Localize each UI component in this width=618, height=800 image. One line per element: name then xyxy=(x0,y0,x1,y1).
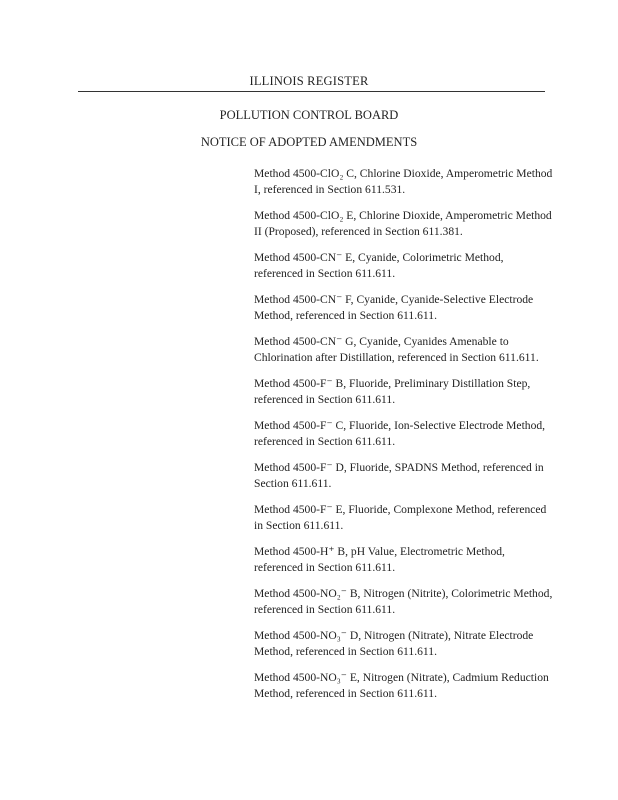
board-name: POLLUTION CONTROL BOARD xyxy=(219,108,399,122)
method-list xyxy=(254,166,554,712)
method-item: Method 4500-F⁻ B, Fluoride, Preliminary Distillation Step, referenced in Section 611.611. xyxy=(254,377,531,406)
header-rule xyxy=(78,91,545,92)
method-item: Method 4500-NO₃⁻ D, Nitrogen (Nitrate), Nitrate Electrode Method, referenced in Section 611.611. xyxy=(254,629,534,658)
register-title: ILLINOIS REGISTER xyxy=(249,74,369,88)
notice-heading: NOTICE OF ADOPTED AMENDMENTS xyxy=(200,135,418,149)
method-item: Method 4500-ClO₂ C, Chlorine Dioxide, Amperometric Method I, referenced in Section 611.531. xyxy=(254,167,553,196)
method-item: Method 4500-ClO₂ E, Chlorine Dioxide, Amperometric Method II (Proposed), referenced in Section 611.381. xyxy=(254,209,552,238)
method-item: Method 4500-F⁻ E, Fluoride, Complexone Method, referenced in Section 611.611. xyxy=(254,503,547,532)
method-item: Method 4500-NO₂⁻ B, Nitrogen (Nitrite), Colorimetric Method, referenced in Section 611.611. xyxy=(254,587,553,616)
method-item: Method 4500-CN⁻ G, Cyanide, Cyanides Amenable to Chlorination after Distillation, referenced in Section 611.611. xyxy=(254,335,539,364)
method-item: Method 4500-CN⁻ F, Cyanide, Cyanide-Selective Electrode Method, referenced in Section 611.611. xyxy=(254,293,534,322)
method-item: Method 4500-CN⁻ E, Cyanide, Colorimetric Method, referenced in Section 611.611. xyxy=(254,251,504,280)
method-item: Method 4500-H⁺ B, pH Value, Electrometric Method, referenced in Section 611.611. xyxy=(254,545,505,574)
method-item: Method 4500-F⁻ D, Fluoride, SPADNS Method, referenced in Section 611.611. xyxy=(254,461,544,490)
method-item: Method 4500-NO₃⁻ E, Nitrogen (Nitrate), Cadmium Reduction Method, referenced in Section 611.611. xyxy=(254,671,549,700)
method-item: Method 4500-F⁻ C, Fluoride, Ion-Selective Electrode Method, referenced in Section 611.611. xyxy=(254,419,546,448)
